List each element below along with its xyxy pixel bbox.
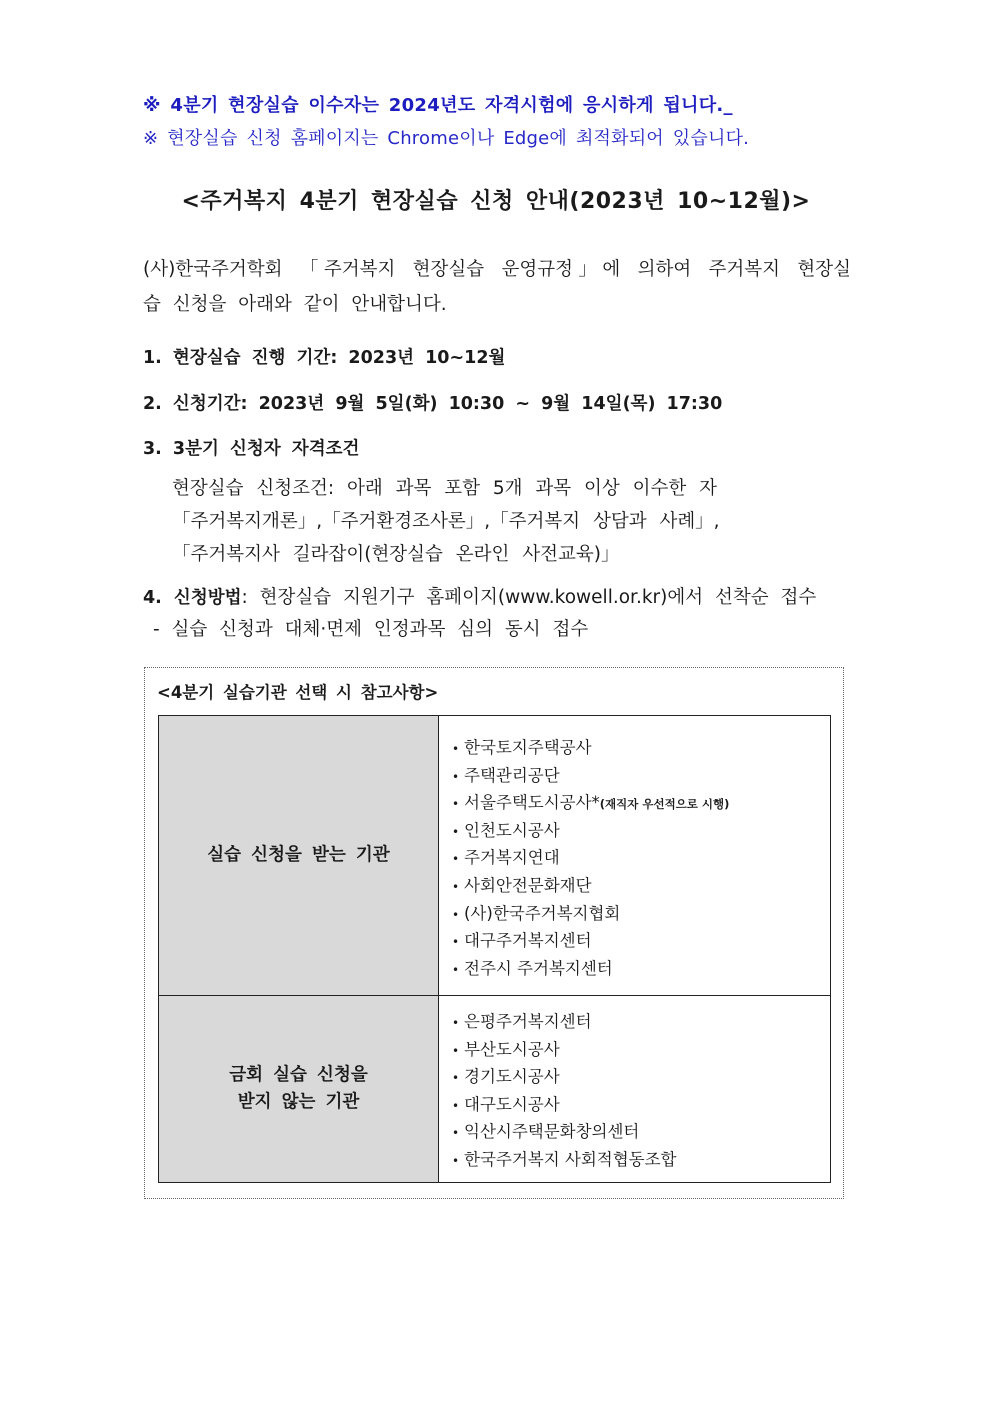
list-item: • 한국토지주택공사 <box>452 735 830 763</box>
not-accepting-list <box>439 996 830 1182</box>
bullet-icon: • <box>452 1098 460 1113</box>
bullet-icon: • <box>452 879 460 894</box>
bullet-icon: • <box>452 1043 460 1058</box>
list-item: • 사회안전문화재단 <box>452 873 830 901</box>
priority-note: (재직자 우선적으로 시행) <box>599 797 730 812</box>
reference-title: <4분기 실습기관 선택 시 참고사항> <box>157 683 439 702</box>
section-method-sub: - 실습 신청과 대체·면제 인정과목 심의 동시 접수 <box>153 619 589 640</box>
list-item: • 주택관리공단 <box>452 763 830 791</box>
list-item: • 서울주택도시공사*(재직자 우선적으로 시행) <box>452 790 830 818</box>
list-item: • 경기도시공사 <box>452 1064 830 1092</box>
list-item: • 부산도시공사 <box>452 1037 830 1065</box>
not-accepting-label: 금회 실습 신청을 받지 않는 기관 <box>159 996 439 1182</box>
accepting-label: 실습 신청을 받는 기관 <box>159 716 439 995</box>
list-item: • 익산시주택문화창의센터 <box>452 1119 830 1147</box>
page-title: <주거복지 4분기 현장실습 신청 안내(2023년 10~12월)> <box>181 189 811 214</box>
bullet-icon: • <box>452 769 460 784</box>
section-application-period: 2. 신청기간: 2023년 9월 5일(화) 10:30 ~ 9월 14일(목) 17:30 <box>143 394 723 414</box>
eligibility-line: 「주거복지사 길라잡이(현장실습 온라인 사전교육)」 <box>172 544 620 565</box>
section-method-label: 4. 신청방법 <box>143 588 242 608</box>
bullet-icon: • <box>452 907 460 922</box>
section-eligibility: 3. 3분기 신청자 자격조건 <box>143 439 360 459</box>
section-method <box>143 583 816 609</box>
list-item: • 은평주거복지센터 <box>452 1009 830 1037</box>
bullet-icon: • <box>452 962 460 977</box>
section-method-text: : 현장실습 지원기구 홈페이지(www.kowell.or.kr)에서 선착순 접수 <box>241 587 817 608</box>
table-row <box>159 995 830 1182</box>
bullet-icon: • <box>452 1153 460 1168</box>
notice-browser: ※ 현장실습 신청 홈페이지는 Chrome이나 Edge에 최적화되어 있습니다. <box>143 128 750 149</box>
institution-table <box>158 715 831 1183</box>
eligibility-line: 현장실습 신청조건: 아래 과목 포함 5개 과목 이상 이수한 자 <box>172 478 717 499</box>
reference-box <box>144 667 844 1199</box>
notice-exam-year: ※ 4분기 현장실습 이수자는 2024년도 자격시험에 응시하게 됩니다._ <box>143 95 733 116</box>
list-item: • 전주시 주거복지센터 <box>452 956 830 984</box>
accepting-list <box>439 716 830 995</box>
eligibility-line: 「주거복지개론」,「주거환경조사론」,「주거복지 상담과 사례」, <box>172 511 720 532</box>
list-item: • 인천도시공사 <box>452 818 830 846</box>
list-item: • 대구주거복지센터 <box>452 928 830 956</box>
bullet-icon: • <box>452 935 460 950</box>
table-row <box>159 716 830 995</box>
bullet-icon: • <box>452 1016 460 1030</box>
list-item: • 주거복지연대 <box>452 845 830 873</box>
bullet-icon: • <box>452 824 460 839</box>
bullet-icon: • <box>452 742 460 756</box>
bullet-icon: • <box>452 1126 460 1141</box>
intro-line-1: (사)한국주거학회 「주거복지 현장실습 운영규정」에 의하여 주거복지 현장실 <box>143 259 851 280</box>
list-item: • 한국주거복지 사회적협동조합 <box>452 1147 830 1175</box>
section-period: 1. 현장실습 진행 기간: 2023년 10~12월 <box>143 348 506 368</box>
list-item: • (사)한국주거복지협회 <box>452 901 830 929</box>
list-item: • 대구도시공사 <box>452 1092 830 1120</box>
bullet-icon: • <box>452 1071 460 1086</box>
bullet-icon: • <box>452 852 460 867</box>
intro-line-2: 습 신청을 아래와 같이 안내합니다. <box>143 294 447 315</box>
bullet-icon: • <box>452 797 460 812</box>
